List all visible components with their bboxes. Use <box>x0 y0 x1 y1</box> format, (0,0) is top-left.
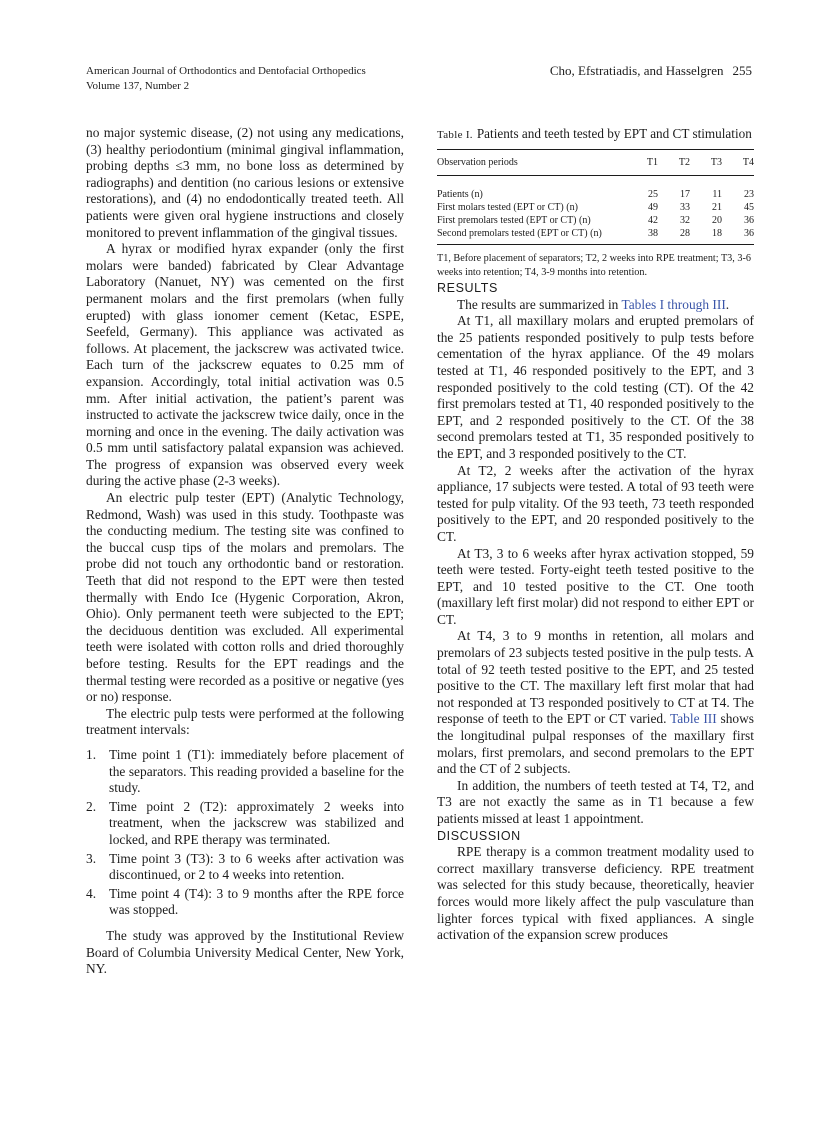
text-run: shows the longitudinal pulpal responses of the maxillary first molars, first premolars, and second premolars to the EPT and the CT of 2 subjects. <box>437 711 754 777</box>
table-footnote: T1, Before placement of separators; T2, 2 weeks into RPE treatment; T3, 3-6 weeks into retention; T4, 3-9 months into retention. <box>437 253 751 278</box>
list-item <box>86 799 404 849</box>
time-point-list <box>86 747 404 919</box>
list-number: 3. <box>86 850 97 866</box>
list-number: 1. <box>86 746 97 762</box>
column-header: T2 <box>658 150 690 176</box>
table-cell: 42 <box>648 215 658 226</box>
column-header: T4 <box>722 150 754 176</box>
paragraph: The study was approved by the Institutional Review Board of Columbia University Medical Center, New York, NY. <box>86 927 404 977</box>
table-cell: 25 <box>648 189 658 200</box>
table-cell: 11 <box>712 189 722 200</box>
right-column <box>437 125 754 944</box>
list-text: Time point 3 (T3): 3 to 6 weeks after activation was discontinued, or 2 to 4 weeks into retention. <box>109 850 404 883</box>
list-number: 4. <box>86 885 97 901</box>
row-label: First premolars tested (EPT or CT) (n) <box>437 215 591 226</box>
table-cell: 28 <box>658 227 690 245</box>
running-header-right <box>550 63 752 79</box>
table-row <box>437 176 754 202</box>
results-heading: RESULTS <box>437 281 498 295</box>
table-label: Table I. <box>437 129 473 141</box>
table-cell: 49 <box>648 202 658 213</box>
column-header: T1 <box>626 150 658 176</box>
table-row <box>437 227 754 245</box>
table-cell: 32 <box>680 215 690 226</box>
text-run: The results are summarized in <box>457 296 622 312</box>
left-column <box>86 125 404 978</box>
list-number: 2. <box>86 798 97 814</box>
paragraph <box>437 297 754 314</box>
list-text: Time point 2 (T2): approximately 2 weeks into treatment, when the jackscrew was stabilized and locked, and RPE therapy was terminated. <box>109 798 404 847</box>
row-label: First molars tested (EPT or CT) (n) <box>437 202 578 213</box>
table-cell: 36 <box>722 227 754 245</box>
table-cell: 38 <box>626 227 658 245</box>
list-item <box>86 747 404 797</box>
table-cell: 45 <box>744 202 754 213</box>
table-caption <box>437 125 754 144</box>
paragraph: RPE therapy is a common treatment modality used to correct maxillary transverse deficiency. RPE treatment was selected for this study because, theoretically, heavier forces would more likely affect the pulp vasculature than lighter forces typical with fixed appliances. A single activation of the expansion screw produces <box>437 844 754 943</box>
table-cell: 20 <box>712 215 722 226</box>
tables-link[interactable]: Tables I through III <box>621 296 726 312</box>
list-item <box>86 886 404 919</box>
paragraph <box>437 628 754 777</box>
paragraph: An electric pulp tester (EPT) (Analytic Technology, Redmond, Wash) was used in this study. Toothpaste was the conducting medium. The testing site was confined to the buccal cusp tips of the molars and premolars. The probe did not touch any orthodontic band or restoration. Teeth that did not respond to the EPT were then tested thermally with Endo Ice (Hygenic Corporation, Akron, Ohio). Only permanent teeth were subjected to the EPT; the deciduous dentition was excluded. All experimental teeth were isolated with cotton rolls and dried thoroughly before testing. Results for the EPT readings and the thermal testing were recorded as a positive or negative (yes or no) response. <box>86 490 404 705</box>
text-run: . <box>725 296 730 312</box>
discussion-heading: DISCUSSION <box>437 828 521 843</box>
paragraph: no major systemic disease, (2) not using any medications, (3) healthy periodontium (minimal gingival inflammation, probing depths ≤3 mm, no bone loss as determined by radiographs) and dentition (no carious lesions or extensive restorations), and (4) no endodontically treated teeth. All patients were given oral hygiene instructions and closely monitored to prevent inflammation of the gingival tissues. <box>86 125 404 240</box>
table-cell: 23 <box>744 189 754 200</box>
paragraph: At T1, all maxillary molars and erupted premolars of the 25 patients responded positively to pulp tests before cementation of the hyrax appliance. Of the 49 molars tested at T1, 46 responded positively to the EPT, and 3 responded positively to the cold testing (CT). Of the 42 first premolars tested at T1, 40 responded positively to the EPT, and 2 responded positively to the CT. Of the 38 second premolars tested at T1, 35 responded positively to the EPT, and 3 responded positively to the CT. <box>437 313 754 461</box>
table-row <box>437 214 754 227</box>
list-text: Time point 1 (T1): immediately before placement of the separators. This reading provided a baseline for the study. <box>109 746 404 796</box>
paragraph: The electric pulp tests were performed at the following treatment intervals: <box>86 705 404 738</box>
table-cell: 36 <box>744 215 754 226</box>
running-header-left <box>86 64 366 94</box>
table-header-row <box>437 150 754 176</box>
page-number: 255 <box>732 63 752 78</box>
table-cell: 17 <box>680 189 690 200</box>
list-item <box>86 851 404 884</box>
journal-volume: Volume 137, Number 2 <box>86 80 190 92</box>
list-text: Time point 4 (T4): 3 to 9 months after the RPE force was stopped. <box>109 885 404 918</box>
row-label: Second premolars tested (EPT or CT) (n) <box>437 227 626 245</box>
paragraph: At T3, 3 to 6 weeks after hyrax activation stopped, 59 teeth were tested. Forty-eight teeth tested positive to the EPT, and 10 tested positive to the CT. One tooth (maxillary left first molar) did not respond to either EPT or CT. <box>437 545 754 627</box>
table-cell: 18 <box>690 227 722 245</box>
table-cell: 33 <box>680 202 690 213</box>
column-header: T3 <box>690 150 722 176</box>
paragraph: In addition, the numbers of teeth tested at T4, T2, and T3 are not exactly the same as in T1 because a few patients missed at least 1 appointment. <box>437 777 754 826</box>
table-row <box>437 201 754 214</box>
paragraph: At T2, 2 weeks after the activation of the hyrax appliance, 17 subjects were tested. A total of 93 teeth were tested for pulp vitality. Of the 93 teeth, 73 teeth responded positively to the EPT, and 20 responded positively to the CT. <box>437 462 754 544</box>
table-title: Patients and teeth tested by EPT and CT stimulation <box>476 126 752 141</box>
column-header: Observation periods <box>437 150 626 176</box>
table-cell: 21 <box>712 202 722 213</box>
paragraph: A hyrax or modified hyrax expander (only the first molars were banded) fabricated by Clear Advantage Laboratory (Nanuet, NY) was cemented on the first permanent molars and the first premolars (when fully erupted) with glass ionomer cement (Ketac, ESPE, Seefeld, Germany). This appliance was activated as follows. At placement, the jackscrew was activated twice. Each turn of the jackscrew equates to 0.25 mm of expansion. Accordingly, total initial activation was 0.5 mm. After initial activation, the patient’s parent was instructed to activate the jackscrew twice daily, once in the morning and once in the evening. The daily activation was 0.5 mm until satisfactory palatal expansion was achieved. The progress of expansion was observed every week during the active phase (2-3 weeks). <box>86 241 404 489</box>
table-iii-link[interactable]: Table III <box>670 711 717 727</box>
text-run: At T4, 3 to 9 months in retention, all molars and premolars of 23 subjects tested positive in the pulp tests. A total of 92 teeth tested positive to the EPT, and 25 tested positive to the CT. The maxillary left first molar that had not responded at T3 responded positively to CT at T4. The response of teeth to the EPT or CT varied. <box>437 628 754 727</box>
authors: Cho, Efstratiadis, and Hasselgren <box>549 63 724 78</box>
journal-name: American Journal of Orthodontics and Dentofacial Orthopedics <box>86 65 366 77</box>
row-label: Patients (n) <box>437 189 483 200</box>
observation-table <box>437 149 754 245</box>
